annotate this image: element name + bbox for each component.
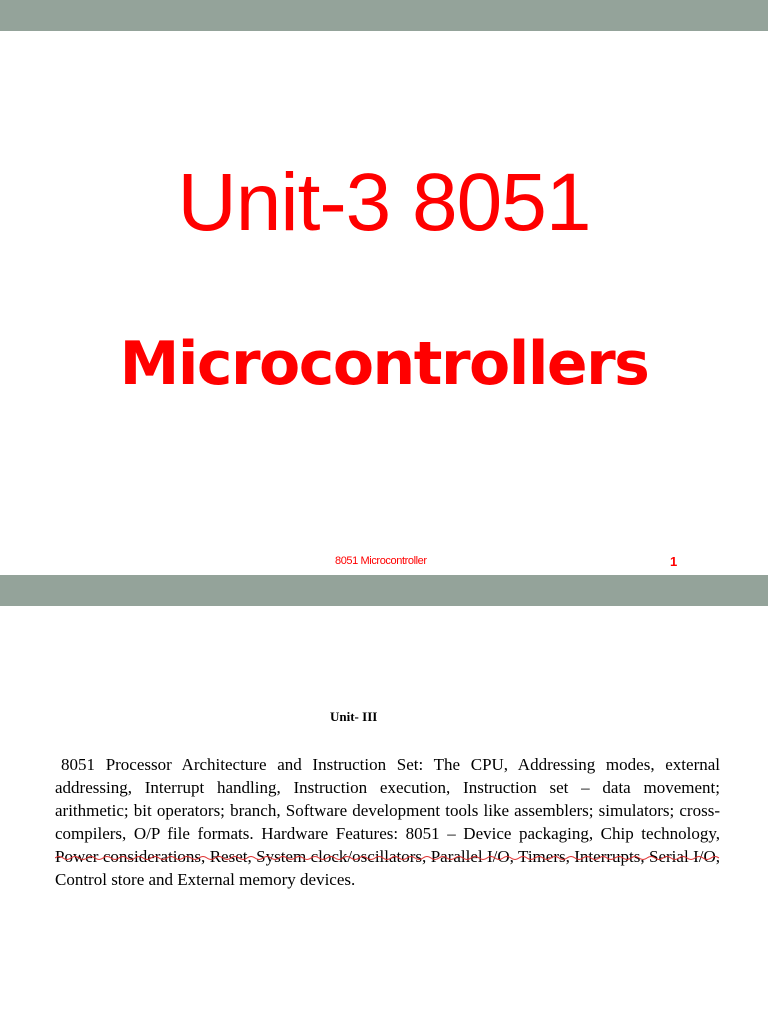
title-slide xyxy=(0,31,768,575)
syllabus-paragraph: 8051 Processor Architecture and Instruction Set: The CPU, Addressing modes, external addressing, Interrupt handling, Instruction execution, Instruction set – data movement; arithmetic; bit operators; branch, Software development tools like assemblers; simulators; cross-compilers, O/P file formats. Hardware Features: 8051 – Device packaging, Chip technology, Power considerations, Reset, System clock/oscillators, Parallel I/O, Timers, Interrupts, Serial I/O, Control store and External memory devices. xyxy=(55,755,720,889)
unit-heading: Unit- III xyxy=(330,709,378,724)
slide-divider-bar xyxy=(0,575,768,606)
spellcheck-underline xyxy=(55,855,720,861)
syllabus-slide xyxy=(0,606,768,1024)
slide-page-number: 1 xyxy=(670,554,678,569)
slide-title-line1: Unit-3 8051 xyxy=(177,157,591,248)
slide-title-line2: Microcontrollers xyxy=(119,329,649,399)
slide-footer-text: 8051 Microcontroller xyxy=(335,555,427,567)
top-divider-bar xyxy=(0,0,768,31)
